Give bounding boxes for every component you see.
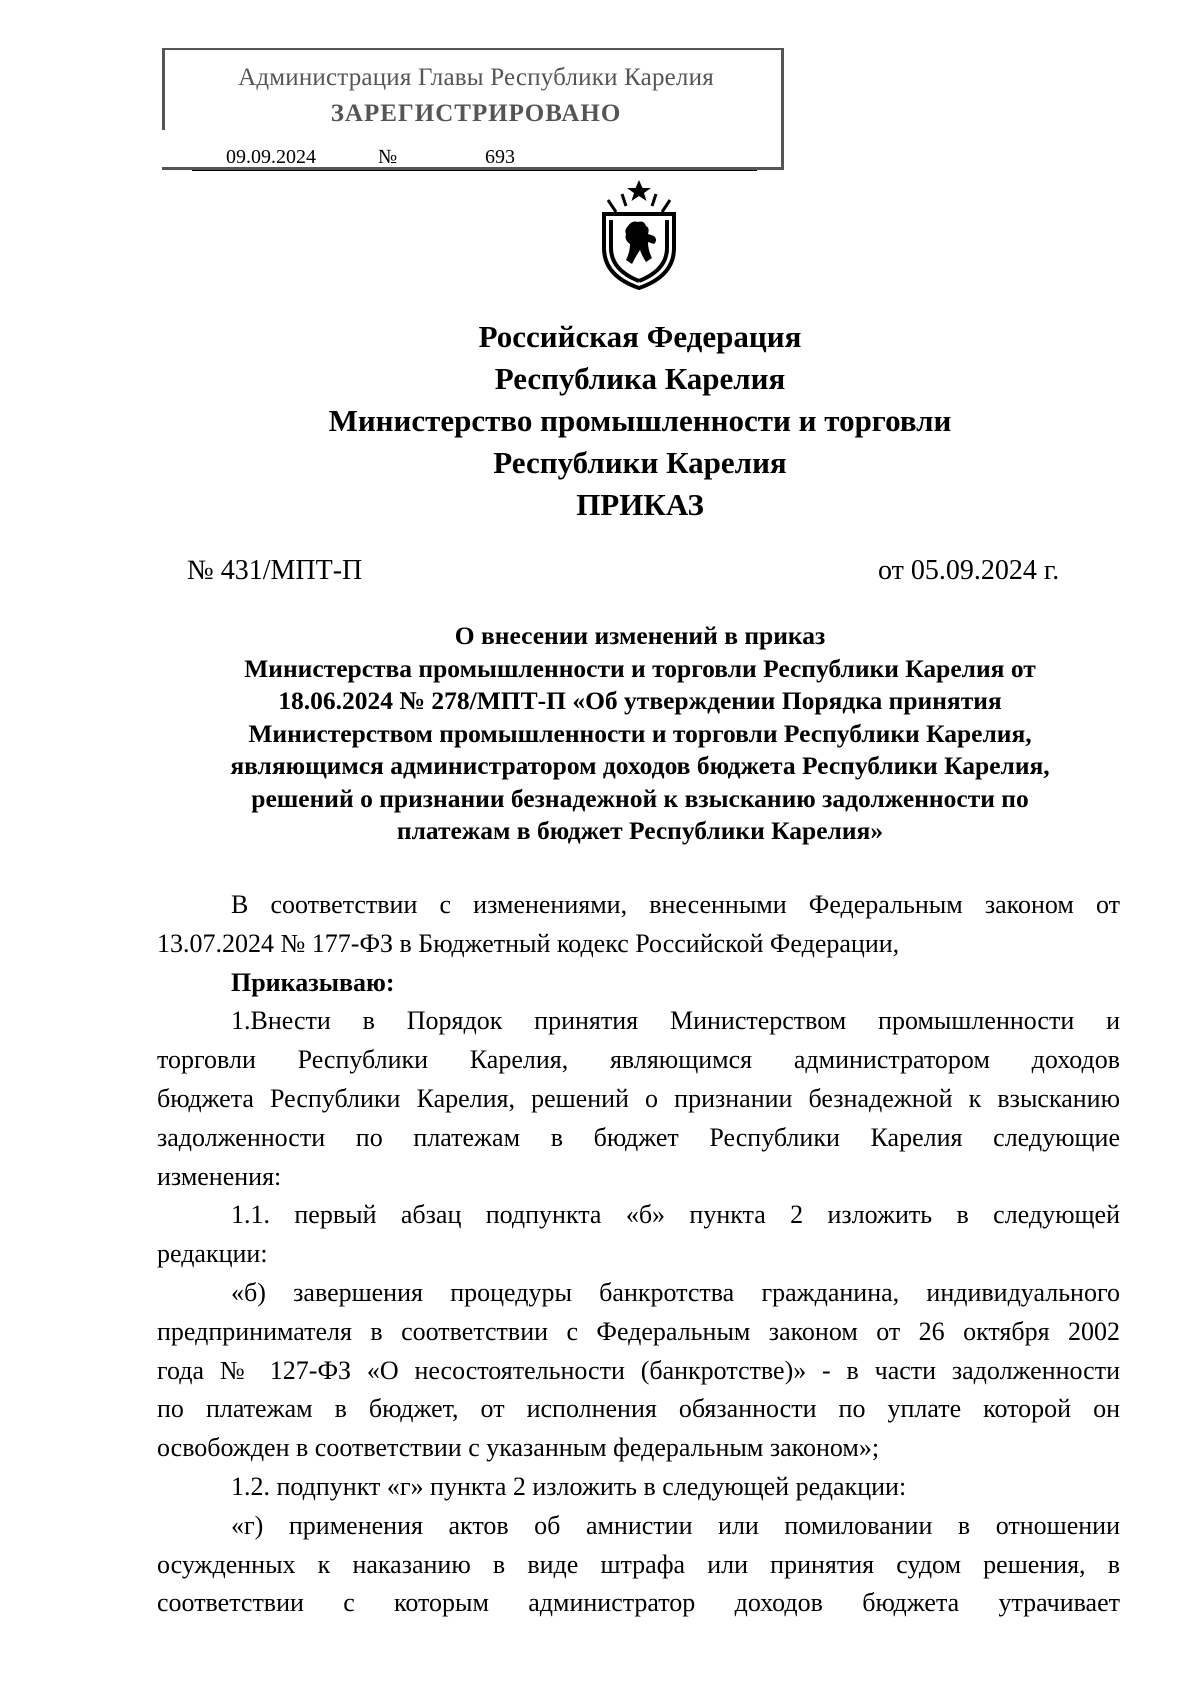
subject-line: О внесении изменений в приказ [454,621,826,650]
body-line: по платежам в бюджет, от исполнения обязанности по уплате которой он [157,1394,1120,1424]
body-line: осужденных к наказанию в виде штрафа или принятия судом решения, в [157,1549,1120,1579]
body-line: 1.Внести в Порядок принятия Министерством промышленности и [231,1006,1120,1036]
header-ministry-republic: Республики Карелия [493,445,787,480]
body-line: торговли Республики Карелия, являющимся администратором доходов [157,1045,1120,1075]
header-country: Российская Федерация [478,319,802,354]
body-line: изменения: [157,1161,282,1191]
stamp-underline [192,170,757,171]
stamp-organization: Администрация Главы Республики Карелия [238,64,714,91]
body-line: года № 127-ФЗ «О несостоятельности (банкротстве)» - в части задолженности [157,1355,1120,1385]
stamp-status: ЗАРЕГИСТРИРОВАНО [330,100,622,127]
order-date: от 05.09.2024 г. [878,555,1060,586]
header-ministry: Министерство промышленности и торговли [328,403,952,438]
subject-line: платежам в бюджет Республики Карелия» [396,816,884,845]
body-line: 13.07.2024 № 177-ФЗ в Бюджетный кодекс Российской Федерации, [157,928,900,958]
body-line: соответствии с которым администратор доходов бюджета утрачивает [157,1588,1120,1618]
subject-line: решений о признании безнадежной к взысканию задолженности по [251,783,1029,813]
header-republic: Республика Карелия [494,361,786,396]
document-body [157,886,1120,1623]
body-line: В соответствии с изменениями, внесенными Федеральным законом от [231,890,1120,919]
body-line: редакции: [157,1239,268,1269]
order-subject [160,620,1120,848]
stamp-date: 09.09.2024 [226,146,316,168]
stamp-number-sign: № [378,146,398,168]
body-line: 1.2. подпункт «г» пункта 2 изложить в следующей редакции: [231,1471,907,1501]
document-type-title: ПРИКАЗ [576,487,704,522]
order-number: № 431/МПТ-П [187,555,363,586]
karelia-coat-of-arms-icon [598,178,680,290]
body-line: задолженности по платежам в бюджет Республики Карелия следующие [157,1122,1120,1152]
body-line: «г) применения актов об амнистии или помиловании в отношении [231,1510,1120,1540]
body-line: освобожден в соответствии с указанным федеральным законом»; [157,1433,880,1463]
body-line: 1.1. первый абзац подпункта «б» пункта 2 изложить в следующей [231,1200,1120,1230]
subject-line: 18.06.2024 № 278/МПТ-П «Об утверждении Порядка принятия [278,686,1002,715]
document-header [160,316,1120,526]
subject-line: Министерством промышленности и торговли Республики Карелия, [248,718,1032,748]
subject-line: являющимся администратором доходов бюджета Республики Карелия, [230,751,1050,780]
order-word: Приказываю: [231,967,395,997]
body-line: «б) завершения процедуры банкротства гражданина, индивидуального [231,1277,1120,1307]
body-line: предпринимателя в соответствии с Федеральным законом от 26 октября 2002 [157,1316,1120,1346]
stamp-number: 693 [485,146,515,168]
body-line: бюджета Республики Карелия, решений о признании безнадежной к взысканию [157,1083,1120,1113]
registration-stamp [162,48,784,170]
subject-line: Министерства промышленности и торговли Республики Карелия от [244,653,1036,683]
